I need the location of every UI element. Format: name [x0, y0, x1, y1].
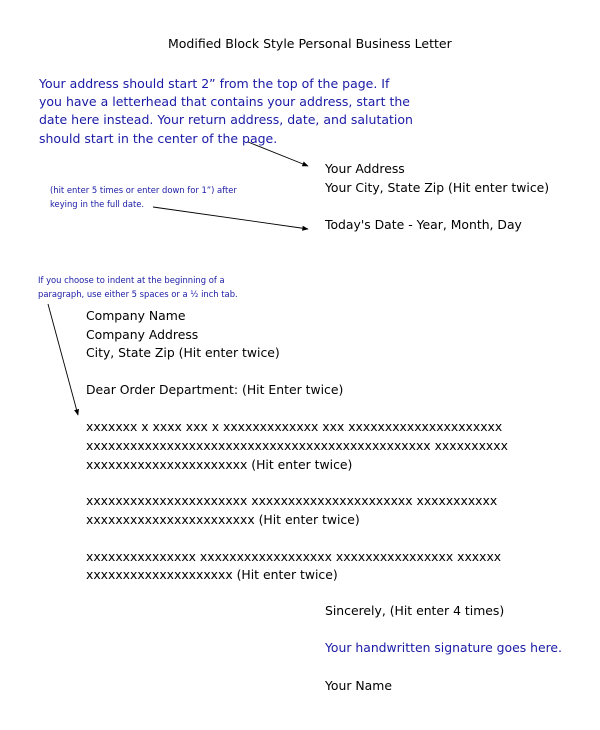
paragraph-line: xxxxxxx x xxxx xxx x xxxxxxxxxxxxx xxx xxxxxxxxxxxxxxxxxxxxx — [86, 419, 503, 434]
signer-name: Your Name — [325, 678, 392, 693]
enter-note-line: (hit enter 5 times or enter down for 1”) after — [50, 185, 237, 195]
inside-address-line: Company Name — [86, 308, 186, 323]
signature-note: Your handwritten signature goes here. — [325, 640, 562, 655]
paragraph-line: xxxxxxxxxxxxxxxxxxxx (Hit enter twice) — [86, 567, 338, 582]
intro-note-line: you have a letterhead that contains your address, start the — [39, 94, 410, 109]
paragraph-line: xxxxxxxxxxxxxxxxxxxxxxx (Hit enter twice) — [86, 512, 360, 527]
indent-note-line: If you choose to indent at the beginning of a — [38, 275, 225, 285]
intro-note-line: Your address should start 2” from the top of the page. If — [39, 76, 390, 91]
arrow-to-date-line — [153, 207, 308, 229]
inside-address-line: City, State Zip (Hit enter twice) — [86, 345, 280, 360]
return-address-line: Your Address — [325, 161, 405, 176]
date-line: Today's Date - Year, Month, Day — [325, 217, 522, 232]
return-address-line: Your City, State Zip (Hit enter twice) — [325, 180, 550, 195]
salutation: Dear Order Department: (Hit Enter twice) — [86, 382, 344, 397]
closing: Sincerely, (Hit enter 4 times) — [325, 603, 505, 618]
inside-address-line: Company Address — [86, 327, 199, 342]
paragraph-line: xxxxxxxxxxxxxxxxxxxxxxxxxxxxxxxxxxxxxxxxxxxxxxx xxxxxxxxxx — [86, 438, 508, 453]
intro-note-line: date here instead. Your return address, date, and salutation — [39, 112, 413, 127]
enter-note-line: keying in the full date. — [50, 199, 145, 209]
intro-note-line: should start in the center of the page. — [39, 131, 278, 146]
paragraph-line: xxxxxxxxxxxxxxx xxxxxxxxxxxxxxxxxx xxxxxxxxxxxxxxxx xxxxxx — [86, 549, 502, 564]
arrow-to-paragraph-indent — [48, 304, 78, 415]
arrow-to-return-address — [248, 142, 308, 166]
paragraph-line: xxxxxxxxxxxxxxxxxxxxxx (Hit enter twice) — [86, 457, 353, 472]
paragraph-line: xxxxxxxxxxxxxxxxxxxxxx xxxxxxxxxxxxxxxxxxxxxx xxxxxxxxxxx — [86, 493, 498, 508]
indent-note-line: paragraph, use either 5 spaces or a ½ inch tab. — [38, 289, 238, 299]
document-title: Modified Block Style Personal Business Letter — [168, 36, 452, 51]
